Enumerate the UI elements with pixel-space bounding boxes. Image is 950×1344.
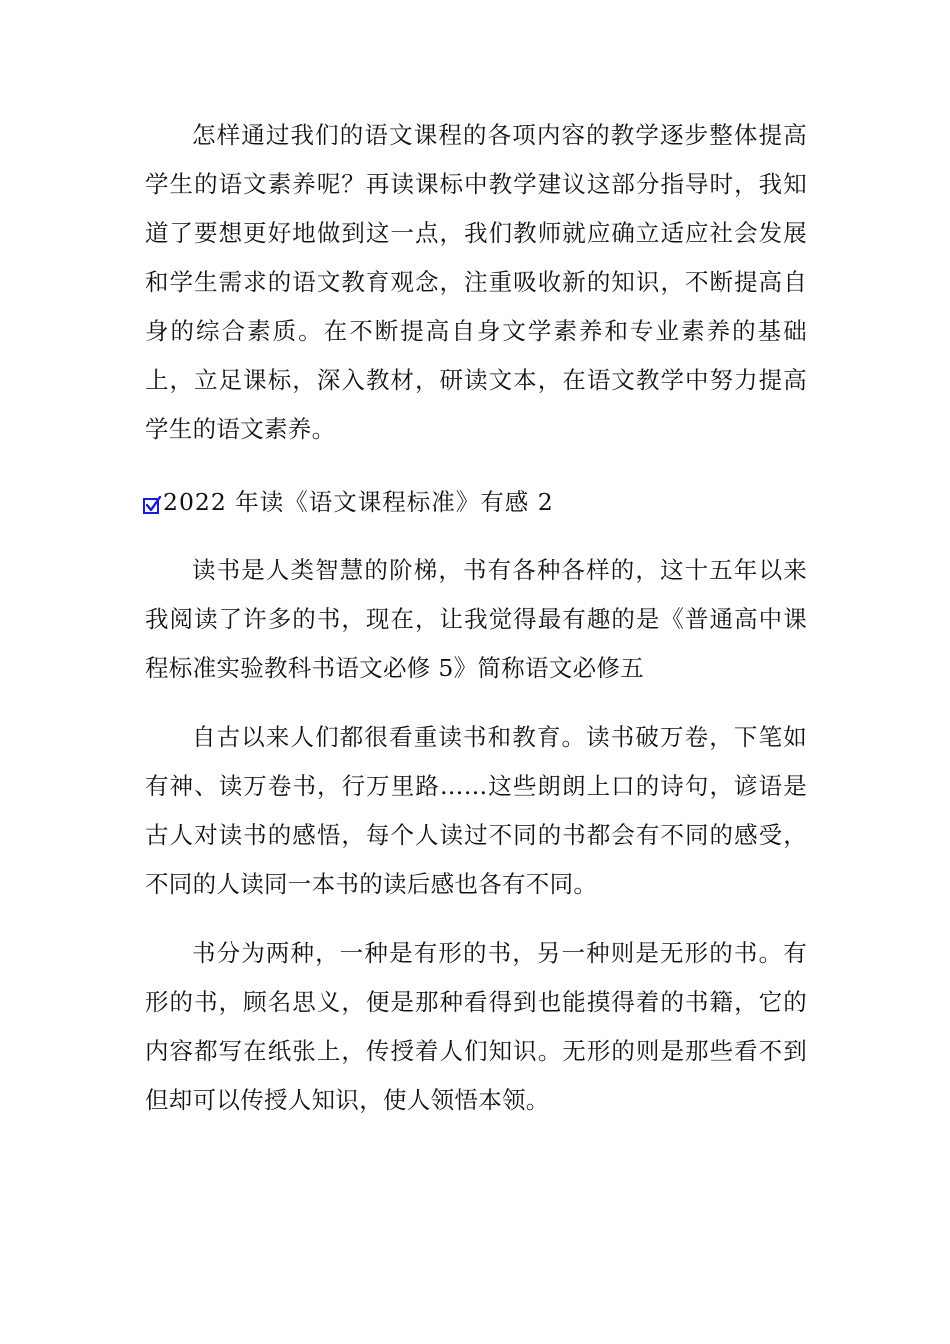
paragraph-tradition: 自古以来人们都很看重读书和教育。读书破万卷，下笔如有神、读万卷书，行万里路……这些朗朗上口的诗句，谚语是古人对读书的感悟，每个人读过不同的书都会有不同的感受，不同的人读同一本书的读后感也各有不同。 bbox=[145, 723, 807, 898]
checkbox-checked-icon bbox=[143, 496, 162, 515]
paragraph-intro: 怎样通过我们的语文课程的各项内容的教学逐步整体提高学生的语文素养呢？再读课标中教学建议这部分指导时，我知道了要想更好地做到这一点，我们教师就应确立适应社会发展和学生需求的语文教育观念，注重吸收新的知识，不断提高自身的综合素质。在不断提高自身文学素养和专业素养的基础上，立足课标，深入教材，研读文本，在语文教学中努力提高学生的语文素养。 bbox=[145, 121, 807, 443]
paragraph-two-kinds: 书分为两种，一种是有形的书，另一种则是无形的书。有形的书，顾名思义，便是那种看得到也能摸得着的书籍，它的内容都写在纸张上，传授着人们知识。无形的则是那些看不到但却可以传授人知识，使人领悟本领。 bbox=[145, 939, 807, 1114]
section-heading bbox=[143, 480, 554, 520]
section-heading-text: 2022 年读《语文课程标准》有感 2 bbox=[163, 488, 554, 516]
paragraph-reading: 读书是人类智慧的阶梯，书有各种各样的，这十五年以来我阅读了许多的书，现在，让我觉得最有趣的是《普通高中课程标准实验教科书语文必修 5》简称语文必修五 bbox=[145, 556, 807, 682]
